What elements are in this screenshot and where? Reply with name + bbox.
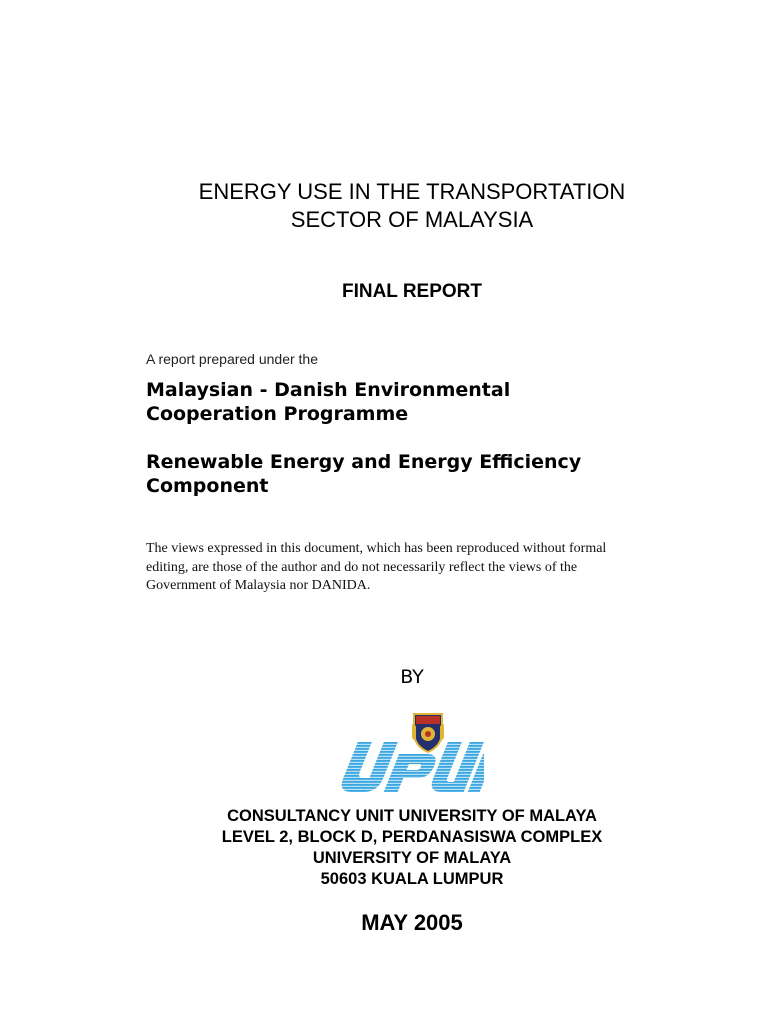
disclaimer-line-1: The views expressed in this document, which has been reproduced without formal (146, 541, 607, 556)
disclaimer-text (146, 540, 666, 596)
striped-letters-icon (340, 742, 484, 792)
address-line-2: LEVEL 2, BLOCK D, PERDANASISWA COMPLEX (221, 828, 603, 846)
prepared-under-text: A report prepared under the (146, 351, 319, 367)
report-title (0, 178, 768, 234)
programme-name-line-1: Malaysian - Danish Environmental (146, 379, 511, 401)
report-title-line-2: SECTOR OF MALAYSIA (290, 207, 534, 232)
address-line-4: 50603 KUALA LUMPUR (320, 870, 504, 888)
programme-name (146, 378, 706, 426)
component-name (146, 450, 706, 498)
address-line-3: UNIVERSITY OF MALAYA (312, 849, 512, 867)
report-date: MAY 2005 (361, 910, 463, 935)
component-name-line-2: Component (146, 475, 269, 497)
university-crest-logo-icon (340, 712, 484, 800)
crest-shield-icon (412, 714, 444, 752)
report-title-line-1: ENERGY USE IN THE TRANSPORTATION (198, 179, 626, 204)
address-line-1: CONSULTANCY UNIT UNIVERSITY OF MALAYA (227, 807, 597, 825)
disclaimer-line-2: editing, are those of the author and do not necessarily reflect the views of the (146, 559, 578, 575)
organization-address (0, 806, 768, 890)
component-name-line-1: Renewable Energy and Energy Efficiency (146, 451, 582, 473)
by-label: BY (400, 666, 424, 688)
report-type: FINAL REPORT (341, 281, 483, 302)
disclaimer-line-3: Government of Malaysia nor DANIDA. (146, 578, 371, 593)
programme-name-line-2: Cooperation Programme (146, 403, 409, 425)
